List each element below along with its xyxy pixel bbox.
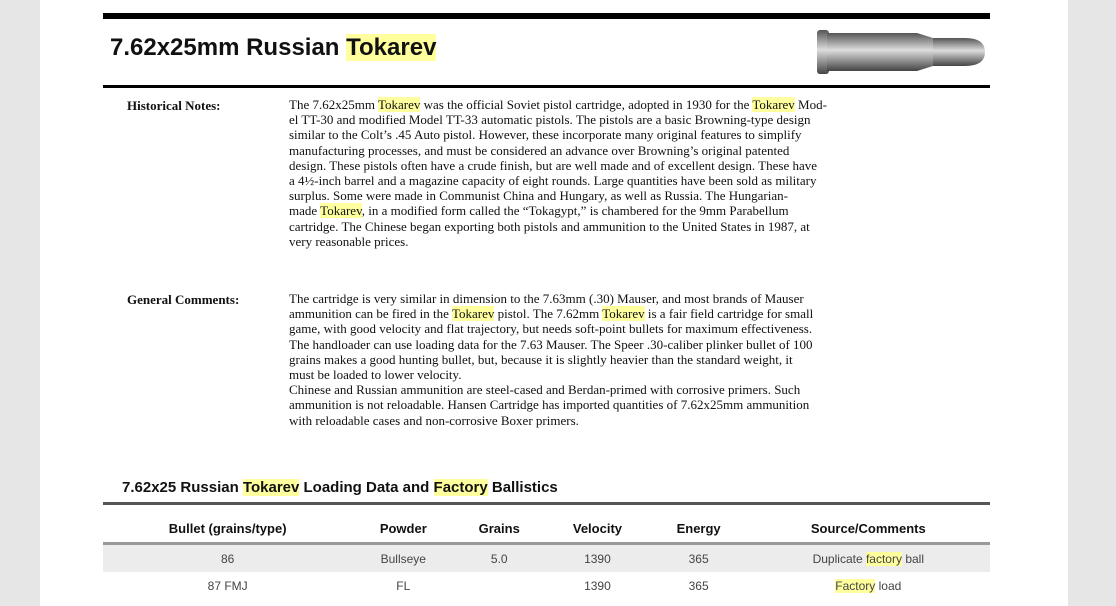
text-run: load — [875, 578, 902, 593]
text-run: is a fair field cartridge for small — [644, 306, 814, 322]
text-line — [289, 367, 989, 382]
table-cell — [651, 544, 747, 573]
table-row — [103, 572, 990, 599]
text-run: Mod- — [794, 97, 827, 112]
table-cell — [454, 572, 544, 599]
table-cell — [747, 544, 990, 573]
historical-notes-text — [289, 97, 989, 249]
cartridge-image — [815, 28, 985, 78]
table-row — [103, 544, 990, 573]
top-rule — [103, 13, 990, 19]
table-cell — [352, 544, 454, 573]
text-line — [289, 352, 989, 367]
text-run: 5.0 — [490, 551, 508, 566]
text-line — [289, 188, 989, 203]
text-line — [289, 97, 989, 112]
text-run: 1390 — [584, 551, 611, 566]
historical-notes-label: Historical Notes: — [127, 98, 221, 113]
text-run: game, with good velocity and flat trajectory, but needs soft-point bullets for maximum effectiveness. — [289, 321, 813, 337]
text-line — [289, 127, 989, 142]
loading-data-table — [103, 514, 990, 599]
general-comments-text — [289, 291, 989, 428]
text-line — [289, 143, 989, 158]
text-run: 365 — [688, 578, 709, 593]
text-run: manufacturing processes, and must be considered an advance over Browning’s original patented — [289, 142, 790, 158]
column-header: Energy — [651, 514, 747, 544]
text-run: FL — [396, 578, 411, 593]
highlight: Factory — [433, 479, 488, 496]
table-header-row — [103, 514, 990, 544]
text-run: 87 FMJ — [207, 578, 248, 593]
text-run: The handloader can use loading data for the 7.63 Mauser. The Speer .30-caliber plinker bullet of 100 — [289, 336, 813, 352]
text-run: 86 — [220, 551, 235, 566]
highlight: Factory — [835, 578, 876, 593]
page-title: 7.62x25mm Russian Tokarev — [110, 34, 437, 61]
highlight: Tokarev — [242, 479, 300, 496]
text-run: 365 — [688, 551, 709, 566]
text-run: design. These pistols often have a crude finish, but are well made and of excellent design. These have — [289, 157, 818, 173]
table-cell — [454, 544, 544, 573]
text-line — [289, 397, 989, 412]
text-run: , in a modified form called the “Tokagypt,” is chambered for the 9mm Parabellum — [361, 203, 789, 219]
table-cell — [544, 544, 650, 573]
table-rule — [103, 502, 990, 505]
text-line — [289, 321, 989, 336]
column-header: Powder — [352, 514, 454, 544]
text-line — [289, 291, 989, 306]
general-comments-label: General Comments: — [127, 292, 240, 307]
text-run: Duplicate — [812, 551, 866, 566]
text-line — [289, 158, 989, 173]
text-run: Loading Data and — [299, 479, 434, 496]
text-run: similar to the Colt’s .45 Auto pistol. However, these incorporate many original features to simplify — [289, 127, 802, 143]
highlight: Tokarev — [451, 306, 495, 322]
text-run: ammunition can be fired in the — [289, 306, 452, 322]
text-line — [289, 337, 989, 352]
column-header: Velocity — [544, 514, 650, 544]
column-header: Source/Comments — [747, 514, 990, 544]
text-line — [289, 382, 989, 397]
text-line — [289, 203, 989, 218]
text-run: 1390 — [584, 578, 611, 593]
text-line — [289, 112, 989, 127]
table-title — [122, 479, 558, 496]
text-line — [289, 306, 989, 321]
text-line — [289, 219, 989, 234]
text-run: Bullseye — [380, 551, 426, 566]
text-run: cartridge. The Chinese began exporting both pistols and ammunition to the United States in 1987, at — [289, 218, 810, 234]
text-line — [289, 413, 989, 428]
text-run: ammunition is not reloadable. Hansen Cartridge has imported quantities of 7.62x25mm ammunition — [289, 397, 810, 413]
text-run: made — [289, 203, 321, 219]
text-run: The 7.62x25mm — [289, 97, 378, 112]
column-header: Grains — [454, 514, 544, 544]
document-page — [40, 0, 1068, 606]
table-cell — [103, 572, 352, 599]
text-run: Ballistics — [487, 479, 558, 496]
highlight: Tokarev — [377, 97, 421, 112]
column-header: Bullet (grains/type) — [103, 514, 352, 544]
text-run: el TT-30 and modified Model TT-33 automatic pistols. The pistols are a basic Browning-type design — [289, 112, 811, 128]
text-line — [289, 173, 989, 188]
text-run: very reasonable prices. — [289, 233, 409, 249]
table-cell — [747, 572, 990, 599]
highlight: Tokarev — [752, 97, 795, 112]
text-run: grains makes a good hunting bullet, but, because it is slightly heavier than the standard weight, it — [289, 351, 793, 367]
text-run: The cartridge is very similar in dimension to the 7.63mm (.30) Mauser, and most brands of Mauser — [289, 291, 804, 306]
text-run: was the official Soviet pistol cartridge, adopted in 1930 for the — [420, 97, 753, 112]
table-cell — [651, 572, 747, 599]
title-rule — [103, 85, 990, 88]
text-run: Chinese and Russian ammunition are steel-cased and Berdan-primed with corrosive primers. Such — [289, 382, 801, 398]
table-cell — [352, 572, 454, 599]
table-cell — [103, 544, 352, 573]
text-line — [289, 234, 989, 249]
text-run: a 4½-inch barrel and a magazine capacity of eight rounds. Large quantities have been sold as military — [289, 173, 817, 189]
highlight: factory — [865, 551, 902, 566]
highlight: Tokarev — [602, 306, 645, 322]
text-run: pistol. The 7.62mm — [494, 306, 603, 322]
table-cell — [544, 572, 650, 599]
text-run: ball — [901, 551, 924, 566]
highlight: Tokarev — [320, 203, 362, 219]
text-run: 7.62x25 Russian — [122, 479, 243, 496]
text-run: surplus. Some were made in Communist China and Hungary, as well as Russia. The Hungarian- — [289, 188, 788, 204]
text-run: with reloadable cases and non-corrosive Boxer primers. — [289, 412, 579, 428]
text-run: must be loaded to lower velocity. — [289, 367, 462, 383]
